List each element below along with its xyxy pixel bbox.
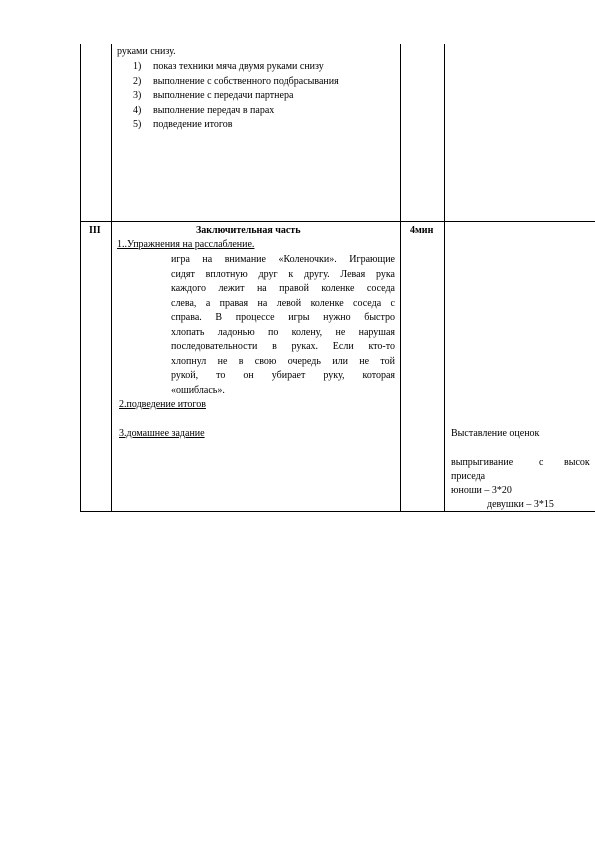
game-line: игра на внимание «Коленочки». Играющие <box>171 254 395 265</box>
table-border-left <box>80 44 81 511</box>
list-item: 5) подведение итогов <box>133 119 233 130</box>
jump-word-2: с <box>539 457 544 468</box>
grading-note: Выставление оценок <box>451 428 540 439</box>
table-row-divider <box>80 221 595 222</box>
game-line: «ошиблась». <box>171 384 225 396</box>
list-item: 3) выполнение с передачи партнера <box>133 90 294 101</box>
game-line: слева, а правая на левой коленке соседа с <box>171 297 395 309</box>
steps-list <box>133 60 339 133</box>
game-line: хлопнул не в свою очередь или не той <box>171 355 395 367</box>
jump-line-2: приседа <box>451 471 486 482</box>
section-duration: 4мин <box>410 225 434 236</box>
table-divider-2 <box>400 44 401 511</box>
jump-word-1: выпрыгивание <box>451 457 514 468</box>
girls-norm: девушки – 3*15 <box>487 499 554 510</box>
row1-intro: руками снизу. <box>117 46 176 57</box>
homework-heading: 3.домашнее задание <box>119 428 205 439</box>
summary-heading: 2.подведение итогов <box>119 399 206 410</box>
game-line: хлопать ладонью по колену, не нарушая <box>171 326 395 338</box>
list-item: 4) выполнение передач в парах <box>133 104 275 116</box>
game-description <box>171 253 395 398</box>
game-line: рукой, то он убирает руку, которая <box>171 370 395 381</box>
section-number: III <box>89 225 101 236</box>
table-divider-3 <box>444 44 445 511</box>
relaxation-heading: 1..Упражнения на расслабление. <box>117 239 255 250</box>
jump-word-3: высок <box>564 457 590 468</box>
game-line: последовательности в руках. Если кто-то <box>171 341 395 352</box>
game-line: каждого лежит на правой коленке соседа <box>171 283 395 294</box>
section-title: Заключительная часть <box>196 225 301 236</box>
list-item: 1) показ техники мяча двумя руками снизу <box>133 61 324 72</box>
game-line: справа. В процессе игры нужно быстро <box>171 312 395 323</box>
table-divider-1 <box>111 44 112 511</box>
list-item: 2) выполнение с собственного подбрасывания <box>133 75 339 87</box>
game-line: сидят вплотную друг к другу. Левая рука <box>171 268 395 280</box>
boys-norm: юноши – 3*20 <box>451 485 512 496</box>
